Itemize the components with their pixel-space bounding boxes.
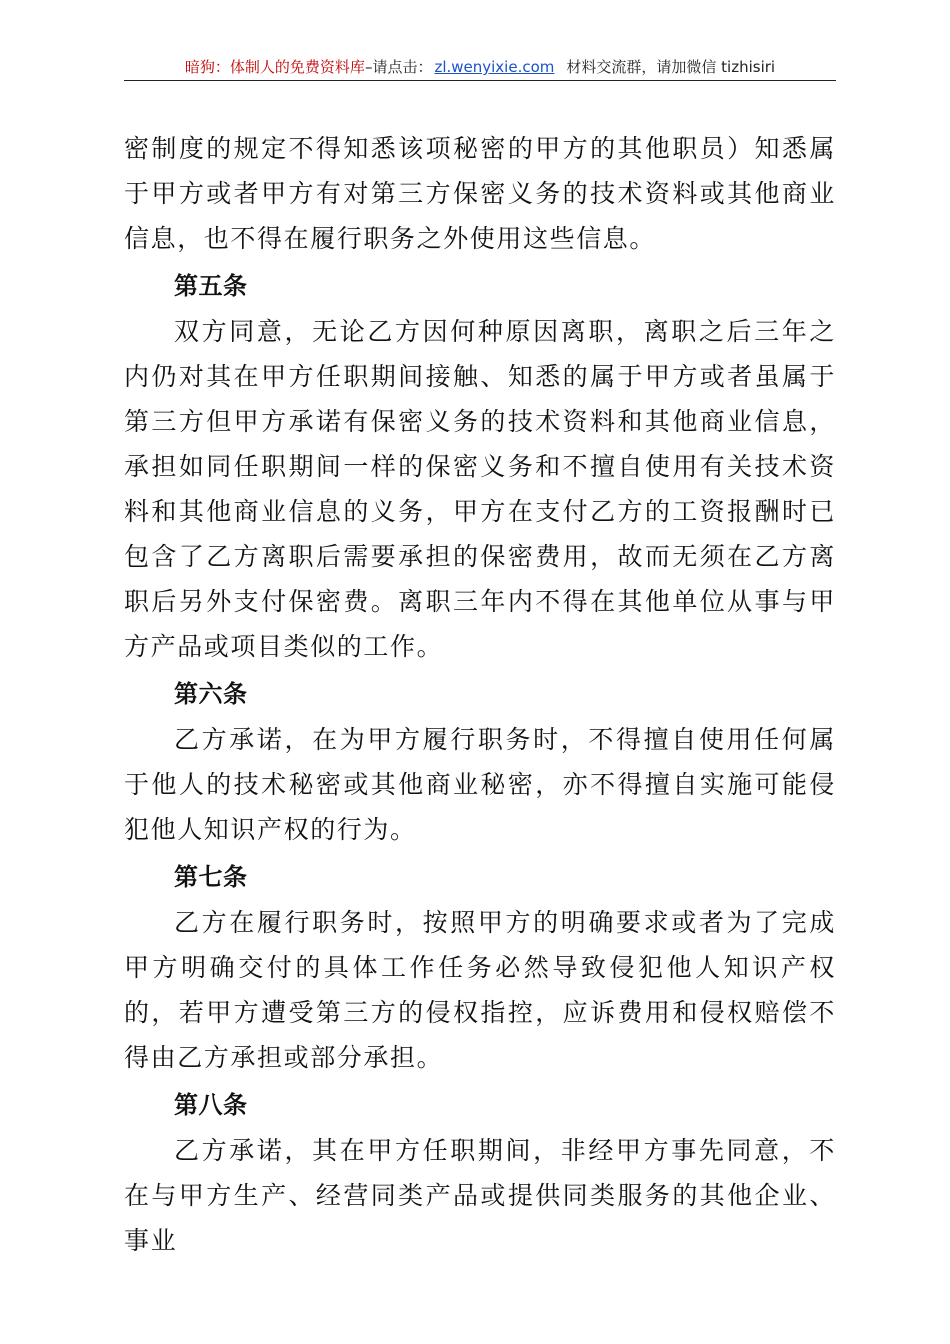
article-7-text: 乙方在履行职务时，按照甲方的明确要求或者为了完成甲方明确交付的具体工作任务必然导致侵犯他人知识产权的，若甲方遭受第三方的侵权指控，应诉费用和侵权赔偿不得由乙方承担或部分承担。 [124,908,836,1072]
article-7-heading: 第七条 [174,863,248,891]
page-header [124,54,836,81]
header-wechat-note: 材料交流群，请加微信 tizhisiri [566,58,776,76]
article-6-text: 乙方承诺，在为甲方履行职务时，不得擅自使用任何属于他人的技术秘密或其他商业秘密，亦不得擅自实施可能侵犯他人知识产权的行为。 [124,725,836,844]
intro-paragraph: 密制度的规定不得知悉该项秘密的甲方的其他职员）知悉属于甲方或者甲方有对第三方保密义务的技术资料或其他商业信息，也不得在履行职务之外使用这些信息。 [124,134,836,253]
article-8-text: 乙方承诺，其在甲方任职期间，非经甲方事先同意，不在与甲方生产、经营同类产品或提供同类服务的其他企业、事业 [124,1136,836,1255]
header-brand: 暗狗：体制人的免费资料库 [184,58,365,76]
header-link[interactable]: zl.wenyixie.com [434,58,555,76]
article-6-heading: 第六条 [174,680,248,708]
article-5-heading: 第五条 [174,272,248,300]
article-8-heading: 第八条 [174,1091,248,1119]
article-5-text: 双方同意，无论乙方因何种原因离职，离职之后三年之内仍对其在甲方任职期间接触、知悉的属于甲方或者虽属于第三方但甲方承诺有保密义务的技术资料和其他商业信息，承担如同任职期间一样的保密义务和不擅自使用有关技术资料和其他商业信息的义务，甲方在支付乙方的工资报酬时已包含了乙方离职后需要承担的保密费用，故而无须在乙方离职后另外支付保密费。离职三年内不得在其他单位从事与甲方产品或项目类似的工作。 [124,317,836,661]
document-body [124,126,836,1263]
header-prompt: –请点击： [364,58,433,76]
